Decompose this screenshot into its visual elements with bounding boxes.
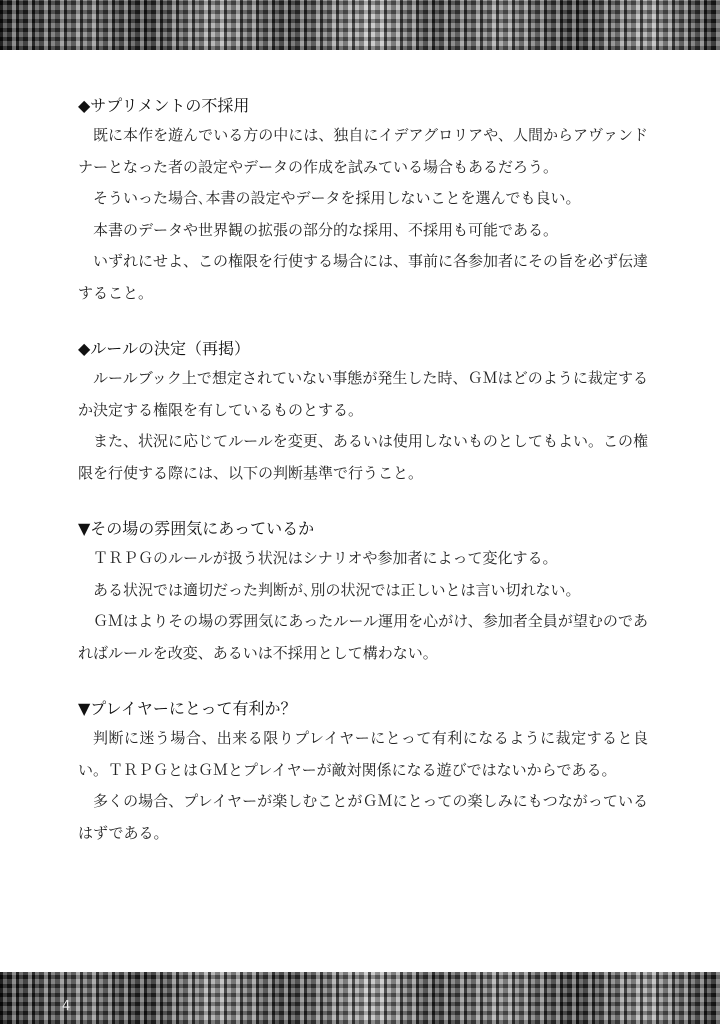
paragraph: 判断に迷う場合、出来る限りプレイヤーにとって有利になるように裁定すると良い。ＴＲＰＧとはＧＭとプレイヤーが敵対関係になる遊びではないからである。 bbox=[78, 729, 648, 779]
paragraph: 既に本作を遊んでいる方の中には、独自にイデアグロリアや、人間からアヴァンドナーとなった者の設定やデータの作成を試みている場合もあるだろう。 bbox=[78, 126, 648, 176]
section-heading: ◆サプリメントの不採用 bbox=[78, 96, 250, 115]
footer-photo-band bbox=[0, 972, 720, 1024]
page-body bbox=[78, 92, 648, 875]
header-photo-band bbox=[0, 0, 720, 50]
section-rule-decision bbox=[78, 335, 648, 489]
paragraph: ＴＲＰＧのルールが扱う状況はシナリオや参加者によって変化する。 bbox=[93, 549, 558, 567]
page-number: 4 bbox=[62, 999, 71, 1014]
section-heading: ▼プレイヤーにとって有利か？ bbox=[78, 699, 297, 718]
paragraph: また、状況に応じてルールを変更、あるいは使用しないものとしてもよい。この権限を行使する際には、以下の判断基準で行うこと。 bbox=[78, 432, 648, 482]
paragraph: ＧＭはよりその場の雰囲気にあったルール運用を心がけ、参加者全員が望むのであればルールを改変、あるいは不採用として構わない。 bbox=[78, 612, 648, 662]
section-heading: ◆ルールの決定（再掲） bbox=[78, 339, 250, 358]
section-atmosphere bbox=[78, 515, 648, 669]
section-heading: ▼その場の雰囲気にあっているか bbox=[78, 519, 315, 538]
paragraph: 多くの場合、プレイヤーが楽しむことがＧＭにとっての楽しみにもつながっているはずである。 bbox=[78, 792, 648, 842]
section-supplement bbox=[78, 92, 648, 309]
paragraph: ある状況では適切だった判断が､別の状況では正しいとは言い切れない｡ bbox=[93, 580, 574, 599]
section-player-advantage bbox=[78, 695, 648, 849]
paragraph: 本書のデータや世界観の拡張の部分的な採用、不採用も可能である。 bbox=[93, 220, 559, 239]
paragraph: ルールブック上で想定されていない事態が発生した時、ＧＭはどのように裁定するか決定する権限を有しているものとする。 bbox=[78, 369, 648, 419]
paragraph: いずれにせよ、この権限を行使する場合には、事前に各参加者にその旨を必ず伝達すること。 bbox=[78, 252, 649, 302]
paragraph: そういった場合､本書の設定やデータを採用しないことを選んでも良い｡ bbox=[93, 189, 574, 207]
